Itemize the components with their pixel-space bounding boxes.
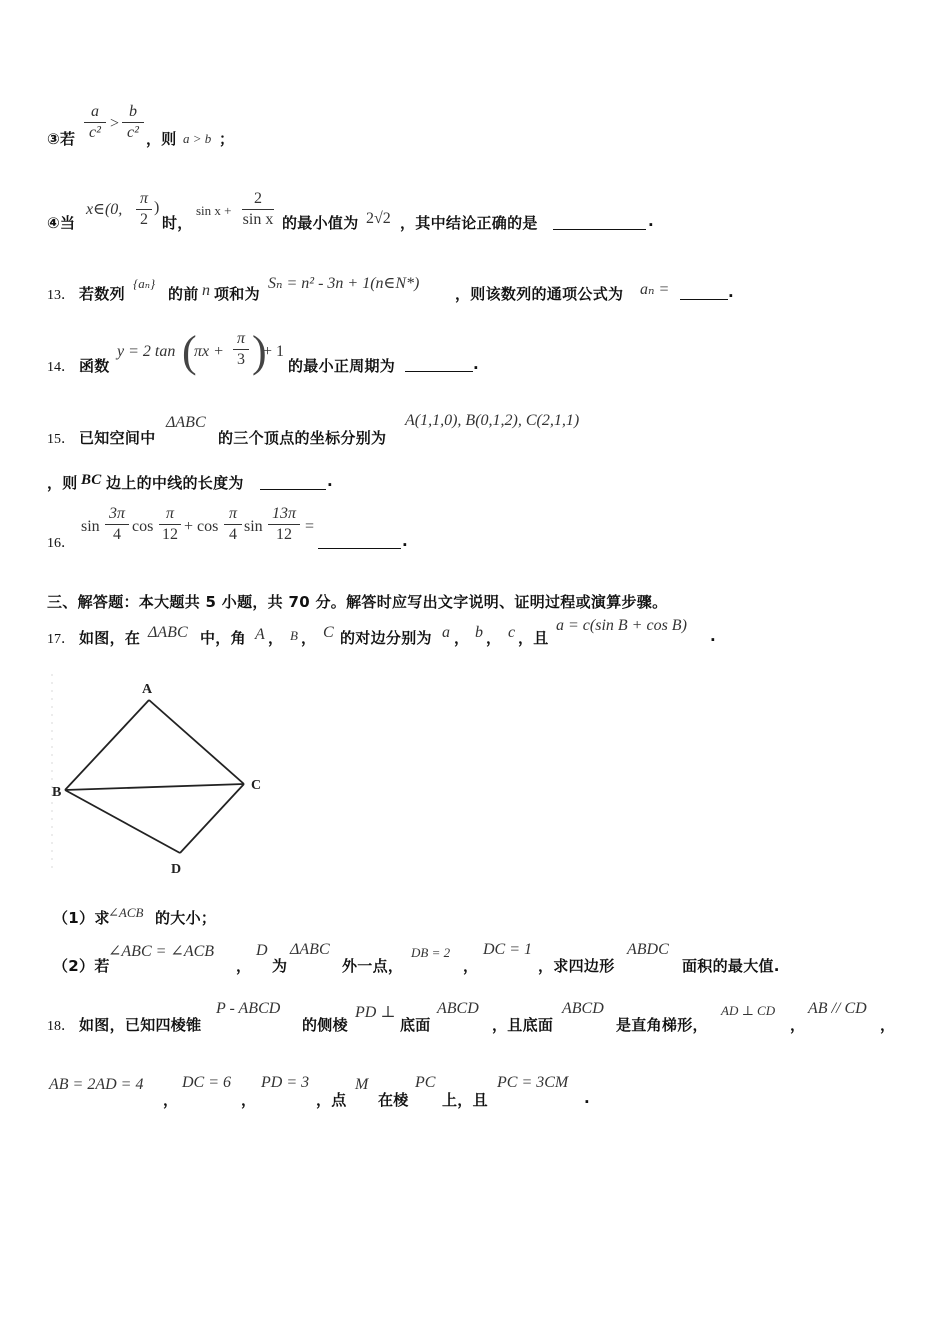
vertex-label-A: A — [142, 682, 153, 697]
question-15-text1: 已知空间中 — [79, 429, 156, 447]
side-a: a — [442, 624, 450, 641]
part-1-label: （1）求 — [53, 909, 110, 927]
part-2-text3: ，求四边形 — [538, 957, 615, 975]
edge-pc: PC — [415, 1074, 436, 1091]
question-17-text2: 中，角 — [200, 629, 246, 647]
fraction-13pi-over-12: 13π 12 — [268, 505, 300, 544]
quadrilateral-abdc: ABDC — [627, 941, 669, 958]
question-18-comma-2: ， — [880, 1016, 896, 1034]
question-17-text3: 的对边分别为 — [340, 629, 432, 647]
tan-function: y = 2 tan — [117, 343, 176, 360]
item-4-end: . — [648, 212, 654, 230]
item-4-when: 时， — [162, 214, 193, 232]
question-17-text1: 如图，在 — [79, 629, 141, 647]
question-18-text4: ，且底面 — [492, 1016, 554, 1034]
part-2-comma-1: ， — [236, 957, 252, 975]
question-15-end: . — [327, 472, 333, 490]
question-15-number: 15． — [47, 432, 75, 447]
part-2-text2: 外一点， — [342, 957, 404, 975]
fraction-pi-over-4: π 4 — [224, 505, 242, 544]
an-equals: aₙ = — [640, 281, 670, 298]
cos-2: cos — [197, 518, 219, 535]
question-15-prefix: ，则 — [47, 474, 78, 492]
item-3-marker: ③若 — [47, 130, 76, 148]
sin-2: sin — [244, 518, 263, 535]
question-18-text1: 如图，已知四棱锥 — [79, 1016, 202, 1034]
question-18-text3: 底面 — [400, 1016, 431, 1034]
question-17-end: . — [710, 627, 716, 645]
side-b: b — [475, 624, 483, 641]
item-4-sinx: sin x + — [196, 203, 232, 218]
comma-1: ， — [268, 629, 284, 647]
ab-length: AB = 2AD = 4 — [49, 1076, 144, 1093]
item-4-text1: 的最小值为 — [282, 214, 359, 232]
pyramid-pabcd: P - ABCD — [216, 1000, 281, 1017]
pd-perpendicular: PD ⊥ — [355, 1004, 396, 1021]
left-paren: ( — [182, 327, 197, 376]
sin-1: sin — [81, 518, 100, 535]
question-18-comma-3: ， — [163, 1091, 179, 1109]
question-17-text4: ，且 — [518, 629, 549, 647]
question-18-comma-1: ， — [790, 1016, 806, 1034]
question-13-text1: 若数列 — [79, 285, 125, 303]
dc-length: DC = 6 — [182, 1074, 232, 1091]
item-3-then: ，则 — [146, 130, 177, 148]
plus-sign: + — [184, 518, 194, 535]
length-db: DB = 2 — [411, 945, 451, 960]
quadrilateral-figure — [44, 672, 284, 880]
question-16-number: 16． — [47, 536, 75, 551]
angle-acb: ∠ACB — [108, 905, 144, 920]
edge-BC — [65, 784, 244, 790]
triangle-abc-17: ΔABC — [148, 624, 188, 641]
question-14-end: . — [473, 355, 479, 373]
question-18-number: 18． — [47, 1019, 75, 1034]
fraction-3pi-over-4: 3π 4 — [105, 505, 129, 544]
question-14-text2: 的最小正周期为 — [288, 357, 396, 375]
condition-a-equals: a = c(sin B + cos B) — [556, 617, 687, 634]
question-15-text2: 的三个顶点的坐标分别为 — [218, 429, 387, 447]
item-4-minval: 2√2 — [366, 210, 391, 227]
part-2-text4: 面积的最大值. — [682, 957, 780, 975]
question-13-text3: 项和为 — [214, 285, 260, 303]
fraction-pi-over-2: π 2 — [136, 190, 152, 229]
part-2-comma-2: ， — [463, 957, 479, 975]
angle-A: A — [255, 626, 265, 643]
variable-n: n — [202, 282, 210, 299]
answer-blank-12[interactable] — [553, 228, 646, 230]
edge-CD — [180, 784, 244, 853]
answer-blank-16[interactable] — [318, 547, 401, 549]
part-2-label: （2）若 — [53, 957, 110, 975]
fraction-pi-over-12: π 12 — [159, 505, 181, 544]
comma-4: ， — [486, 629, 502, 647]
item-4-text2: ，其中结论正确的是 — [400, 214, 538, 232]
cos-1: cos — [132, 518, 154, 535]
question-18-text8: 上，且 — [442, 1091, 488, 1109]
item-4-marker: ④当 — [47, 214, 76, 232]
comma-2: ， — [301, 629, 317, 647]
tan-plus-one: + 1 — [263, 343, 285, 360]
fraction-pi-over-3: π 3 — [233, 330, 249, 369]
equals-sign: = — [305, 518, 315, 535]
question-14-number: 14． — [47, 360, 75, 375]
sequence-an: {aₙ} — [133, 276, 156, 291]
answer-blank-14[interactable] — [405, 370, 473, 372]
greater-sign: > — [110, 115, 120, 132]
ad-perpendicular-cd: AD ⊥ CD — [721, 1003, 776, 1018]
question-17-number: 17． — [47, 632, 75, 647]
question-18-end: . — [584, 1089, 590, 1107]
triangle-abc-part2: ΔABC — [290, 941, 330, 958]
question-18-text6: ，点 — [316, 1091, 347, 1109]
part-1-text: 的大小； — [155, 909, 217, 927]
fraction-b-over-c2: b c² — [122, 103, 144, 142]
question-15-text3: 边上的中线的长度为 — [106, 474, 244, 492]
vertex-label-B: B — [52, 785, 62, 800]
question-13-text4: ，则该数列的通项公式为 — [455, 285, 624, 303]
answer-blank-15[interactable] — [260, 488, 326, 490]
vertex-label-D: D — [171, 862, 182, 877]
length-dc: DC = 1 — [483, 941, 533, 958]
base-abcd: ABCD — [437, 1000, 479, 1017]
question-18-comma-4: ， — [241, 1091, 257, 1109]
vertex-coordinates: A(1,1,0), B(0,1,2), C(2,1,1) — [405, 412, 580, 429]
pd-length: PD = 3 — [261, 1074, 310, 1091]
edge-AB — [65, 700, 149, 790]
formula-sn: Sₙ = n² - 3n + 1(n∈N*) — [268, 275, 420, 292]
question-13-number: 13． — [47, 288, 75, 303]
right-paren: ) — [252, 327, 267, 376]
base-abcd-2: ABCD — [562, 1000, 604, 1017]
point-M: M — [355, 1076, 369, 1093]
angle-B: B — [290, 628, 298, 643]
comma-3: ， — [454, 629, 470, 647]
point-D: D — [256, 942, 268, 959]
triangle-abc: ΔABC — [166, 414, 206, 431]
question-13-end: . — [728, 283, 734, 301]
part-2-text1: 为 — [272, 957, 288, 975]
fraction-a-over-c2: a c² — [84, 103, 106, 142]
angle-C: C — [323, 624, 334, 641]
item-3-end: ； — [219, 130, 235, 148]
item-4-condition: x∈(0, — [86, 201, 123, 218]
edge-AC — [149, 700, 244, 784]
question-18-text2: 的侧棱 — [302, 1016, 348, 1034]
question-14-text1: 函数 — [79, 357, 110, 375]
question-18-text7: 在棱 — [378, 1091, 409, 1109]
fraction-2-over-sinx: 2 sin x — [242, 190, 274, 228]
ab-parallel-cd: AB // CD — [808, 1000, 867, 1017]
answer-blank-13[interactable] — [680, 298, 728, 300]
vertex-label-C: C — [251, 778, 262, 793]
item-4-close: ) — [154, 199, 160, 216]
section-3-heading: 三、解答题：本大题共 5 小题，共 70 分。解答时应写出文字说明、证明过程或演算步骤。 — [47, 593, 668, 611]
question-18-text5: 是直角梯形， — [616, 1016, 708, 1034]
edge-BD — [65, 790, 180, 853]
item-3-conclusion: a > b — [183, 131, 212, 146]
segment-bc: BC — [81, 472, 102, 488]
tan-argument: πx + — [194, 343, 224, 360]
question-16-end: . — [402, 532, 408, 550]
question-13-text2: 的前 — [168, 285, 199, 303]
pc-equals-3cm: PC = 3CM — [497, 1074, 569, 1091]
side-c: c — [508, 624, 516, 641]
angle-equality: ∠ABC = ∠ACB — [108, 943, 215, 960]
